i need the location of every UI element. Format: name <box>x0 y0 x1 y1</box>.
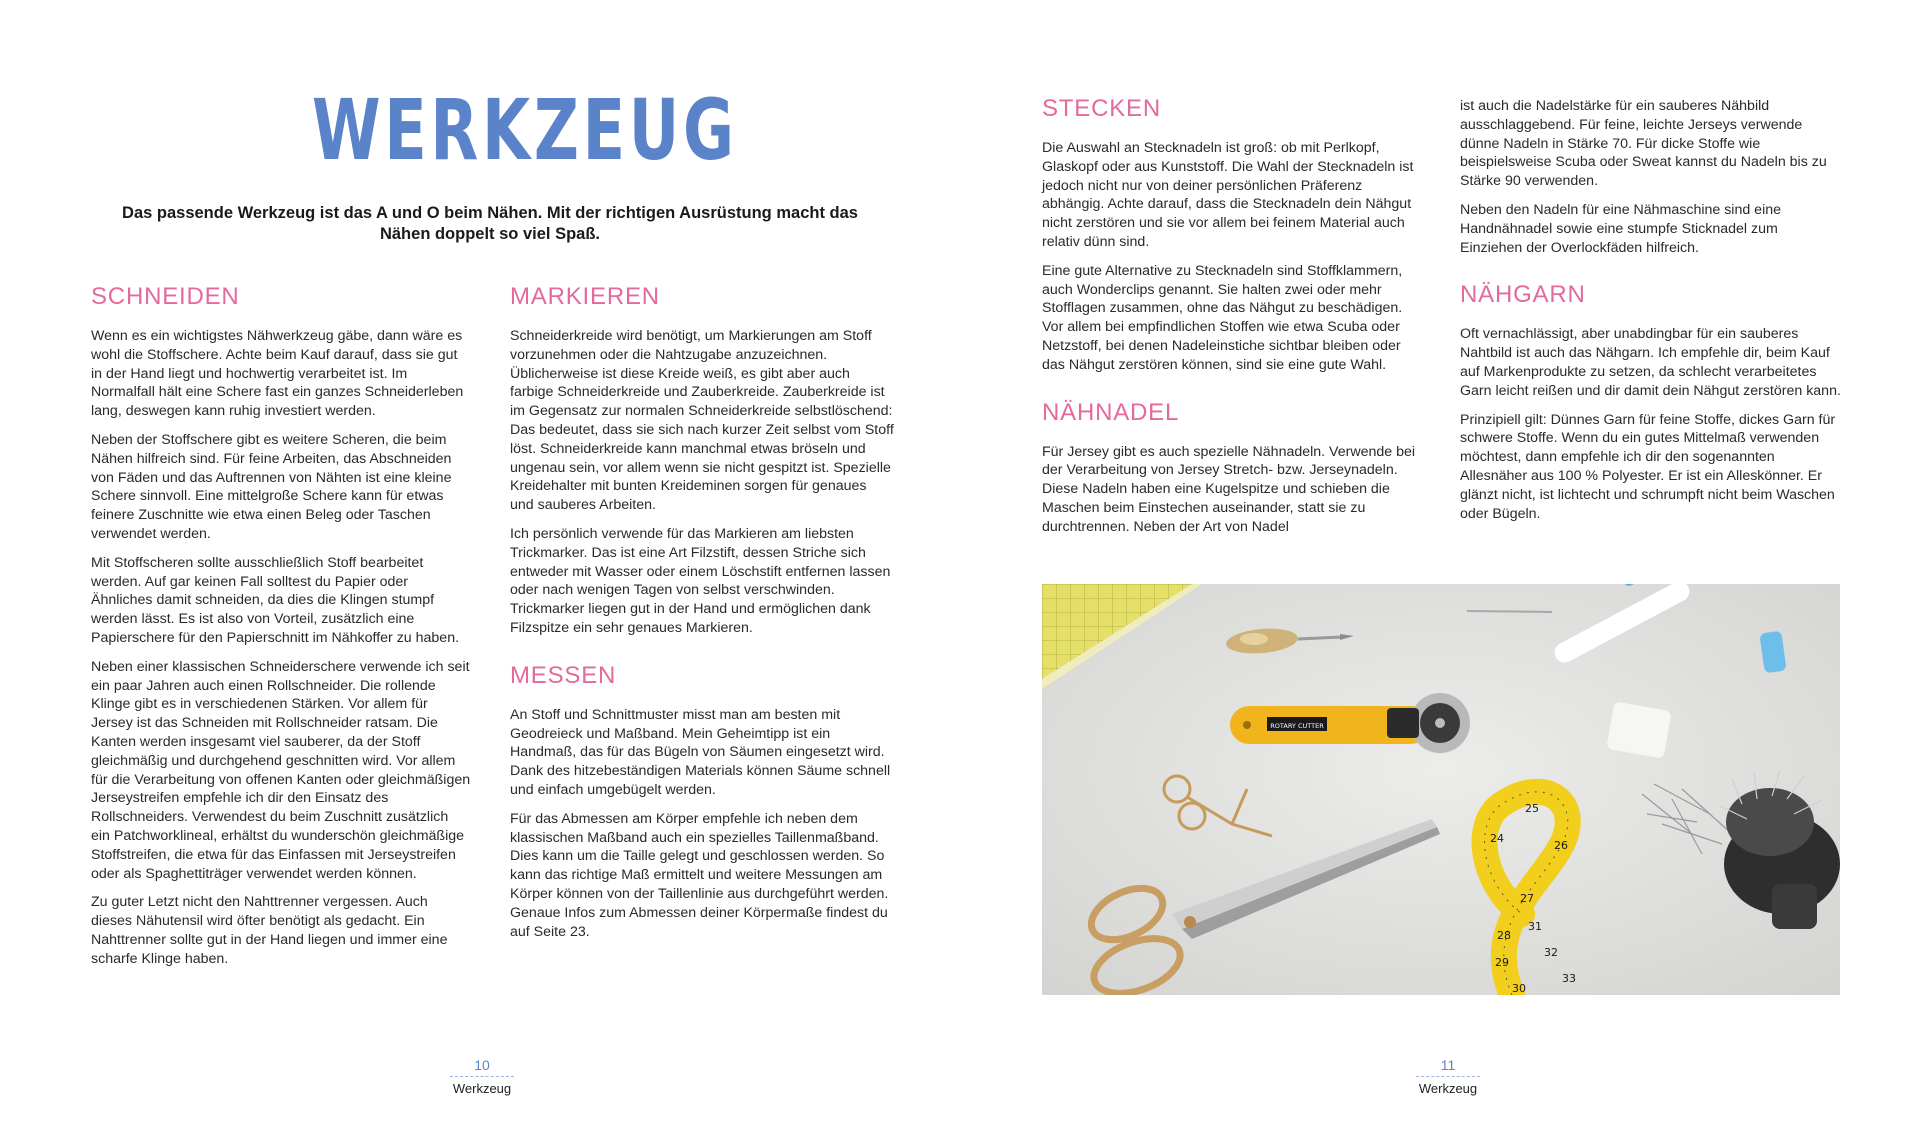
column-naehgarn <box>1460 97 1842 549</box>
tape-number: 30 <box>1512 982 1526 995</box>
tape-number: 27 <box>1520 892 1534 905</box>
paragraph: Mit Stoffscheren sollte ausschließlich Stoff bearbeitet werden. Auf gar keinen Fall solltest du Papier oder Ähnliches damit schneiden, da dies die Klingen stumpf werden lässt. Es ist also von Vorteil, zusätzlich eine Papierschere für den Papierschnitt im Nähkoffer zu haben. <box>91 554 460 646</box>
paragraph: Für Jersey gibt es auch spezielle Nähnadeln. Verwende bei der Verarbeitung von Jersey Stretch- bzw. Jerseynadeln. Diese Nadeln haben eine Kugelspitze und schieben die Maschen beim Einstechen auseinander, statt sie zu durchtrennen. Neben der Art von Nadel <box>1042 443 1416 535</box>
sewing-tools-photo <box>1042 584 1840 995</box>
paragraph: Neben einer klassischen Schneiderschere verwende ich seit ein paar Jahren auch einen Rollschneider. Die rollende Klinge gibt es in verschiedenen Stärken. Vor allem für Jersey ist das Schneiden mit Rollschneider ratsam. Die Kanten werden insgesamt viel sauberer, da der Stoff gleichmäßig und durchgehend geschnitten wird. Vor allem für die Verarbeitung von offenen Kanten oder gleichmäßigen Jerseystreifen empfehle ich dir den Einsatz des Rollschneiders. Verwendest du beim Zuschnitt zusätzlich ein Patchworklineal, erhältst du wunderschön gleichmäßige Stoffstreifen, die etwa für das Einfassen mit Jerseystreifen oder als Spaghettiträger verwendet werden können. <box>91 658 471 882</box>
paragraph: Wenn es ein wichtigstes Nähwerkzeug gäbe, dann wäre es wohl die Stoffschere. Achte beim Kauf darauf, dass sie gut in der Hand liegt und hochwertig verarbeitet ist. Im Normalfall hält eine Schere fast ein ganzes Schneiderleben lang, deswegen kann ruhig investiert werden. <box>91 328 464 420</box>
paragraph: Oft vernachlässigt, aber unabdingbar für ein sauberes Nahtbild ist auch das Nähgarn. Ich empfehle dir, beim Kauf auf Markenprodukte zu setzen, da schlecht verarbeitetes Garn leicht reißen und dir damit dein Nähgut zerstören kann. <box>1460 326 1841 399</box>
folio-number: 11 <box>1440 1057 1456 1073</box>
tape-number: 33 <box>1562 972 1576 985</box>
tape-number: 32 <box>1544 946 1558 959</box>
section-stecken <box>1042 97 1424 375</box>
paragraph: ist auch die Nadelstärke für ein sauberes Nähbild ausschlaggebend. Für feine, leichte Jerseys verwende dünne Nadeln in Stärke 70. Für dicke Stoffe wie beispielsweise Scuba oder Sweat kannst du Nadeln bis zu Stärke 90 verwenden. <box>1460 98 1827 190</box>
needle <box>1467 611 1552 612</box>
folio-number: 10 <box>474 1057 490 1073</box>
heading-schneiden: SCHNEIDEN <box>91 283 240 310</box>
folio-label: Werkzeug <box>452 1081 512 1096</box>
paragraph: Schneiderkreide wird benötigt, um Markierungen am Stoff vorzunehmen oder die Nahtzugabe anzuzeichnen. Üblicherweise ist diese Kreide weiß, es gibt aber auch farbige Schneiderkreide und Zauberkreide. Zauberkreide ist im Gegensatz zur normalen Schneiderkreide selbstlöschend: Das bedeutet, dass sie sich nach kurzer Zeit selbst vom Stoff löst. Schneiderkreide kann manchmal etwas bröseln und ungenau sein, vor allem wenn sie nicht gespitzt ist. Spezielle Kreidehalter mit bunten Kreideminen sorgen für genaues und sauberes Arbeiten. <box>510 328 894 514</box>
heading-naehgarn: NÄHGARN <box>1460 281 1586 309</box>
tape-number: 26 <box>1554 839 1568 852</box>
column-schneiden <box>91 285 471 995</box>
section-naehgarn <box>1460 283 1842 523</box>
paragraph: Neben den Nadeln für eine Nähmaschine sind eine Handnähnadel sowie eine stumpfe Sticknadel zum Einziehen der Overlockfäden hilfreich. <box>1460 201 1782 256</box>
page-title: WERKZEUG <box>312 81 738 179</box>
heading-naehnadel: NÄHNADEL <box>1042 398 1180 426</box>
tape-number: 25 <box>1525 802 1539 815</box>
tailor-chalk <box>1606 701 1671 758</box>
section-naehnadel-continued <box>1460 97 1842 257</box>
section-naehnadel <box>1042 398 1424 537</box>
paragraph: Die Auswahl an Stecknadeln ist groß: ob mit Perlkopf, Glaskopf oder aus Kunststoff. Die Wahl der Stecknadeln ist jedoch nicht nur von deiner persönlichen Präferenz abhängig. Achte darauf, dass die Stecknadeln dein Nähgut nicht zerstören und sie vor allem bei feinem Material auch relativ dünn sind. <box>1042 140 1414 250</box>
paragraph: Ich persönlich verwende für das Markieren am liebsten Trickmarker. Das ist eine Art Filzstift, dessen Striche sich entweder mit Wasser oder einem Löschstift entfernen lassen oder nach wenigen Tagen von selbst verschwinden. Trickmarker liegen gut in der Hand und ermöglichen dank Filzspitze ein sehr genaues Markieren. <box>510 525 891 636</box>
heading-markieren: MARKIEREN <box>510 283 660 310</box>
folio-divider <box>1416 1076 1480 1077</box>
tape-number: 29 <box>1495 956 1509 969</box>
heading-messen: MESSEN <box>510 661 617 689</box>
tape-number: 31 <box>1528 920 1542 933</box>
page-number-right <box>1388 1056 1508 1097</box>
heading-stecken: STECKEN <box>1042 95 1161 122</box>
tape-number: 24 <box>1490 832 1504 845</box>
column-markieren-messen <box>510 285 894 967</box>
rotary-cutter-brand: ROTARY CUTTER <box>1270 722 1324 730</box>
column-stecken-naehnadel <box>1042 97 1424 563</box>
paragraph: Für das Abmessen am Körper empfehle ich neben dem klassischen Maßband auch ein spezielles Taillenmaßband. Dies kann um die Taille gelegt und geschlossen werden. So kann das richtige Maß ermittelt und weitere Messungen am Körper können von der Taillenlinie aus durchgeführt werden. Genaue Infos zum Abmessen deiner Körpermaße findest du auf Seite 23. <box>510 810 889 940</box>
page-number-left <box>422 1056 542 1097</box>
intro-text: Das passende Werkzeug ist das A und O beim Nähen. Mit der richtigen Ausrüstung macht das Nähen doppelt so viel Spaß. <box>122 204 858 243</box>
paragraph: An Stoff und Schnittmuster misst man am besten mit Geodreieck und Maßband. Mein Geheimtipp ist ein Handmaß, das für das Bügeln von Säumen eingesetzt wird. Dank des hitzebeständigen Materials können Säume schnell und einfach umgebügelt werden. <box>510 706 891 798</box>
paragraph: Prinzipiell gilt: Dünnes Garn für feine Stoffe, dickes Garn für schwere Stoffe. Wenn du ein gutes Mittelmaß verwenden möchtest, dann empfehle ich dir den sogenannten Allesnäher aus 100 % Polyester. Er ist ein Alleskönner. Er glänzt nicht, ist lichtecht und schrumpft nicht beim Waschen oder Bügeln. <box>1460 411 1836 522</box>
section-messen <box>510 661 894 942</box>
folio-label: Werkzeug <box>1418 1081 1478 1096</box>
paragraph: Neben der Stoffschere gibt es weitere Scheren, die beim Nähen hilfreich sind. Für feine Arbeiten, das Abschneiden von Fäden und das Auftrennen von Nähten ist eine kleine Schere sinnvoll. Eine mittelgroße Schere kann für etwas feinere Zuschnitte wie etwa einen Beleg oder Taschen verwendet werden. <box>91 431 452 542</box>
paragraph: Eine gute Alternative zu Stecknadeln sind Stoffklammern, auch Wonderclips genannt. Sie halten zwei oder mehr Stofflagen zusammen, ohne das Nähgut zu beschädigen. Vor allem bei empfindlichen Stoffen wie etwa Scuba oder Netzstoff, bei denen Nadeleinstiche sichtbar bleiben oder das Nähgut zerstören können, sind sie eine gute Wahl. <box>1042 262 1403 373</box>
paragraph: Zu guter Letzt nicht den Nahttrenner vergessen. Auch dieses Nähutensil wird öfter benötigt als gedacht. Ein Nahttrenner sollte gut in der Hand liegen und immer eine scharfe Klinge haben. <box>91 894 448 967</box>
section-markieren <box>510 285 894 638</box>
folio-divider <box>450 1076 514 1077</box>
tape-number: 28 <box>1497 929 1511 942</box>
section-schneiden <box>91 285 471 969</box>
